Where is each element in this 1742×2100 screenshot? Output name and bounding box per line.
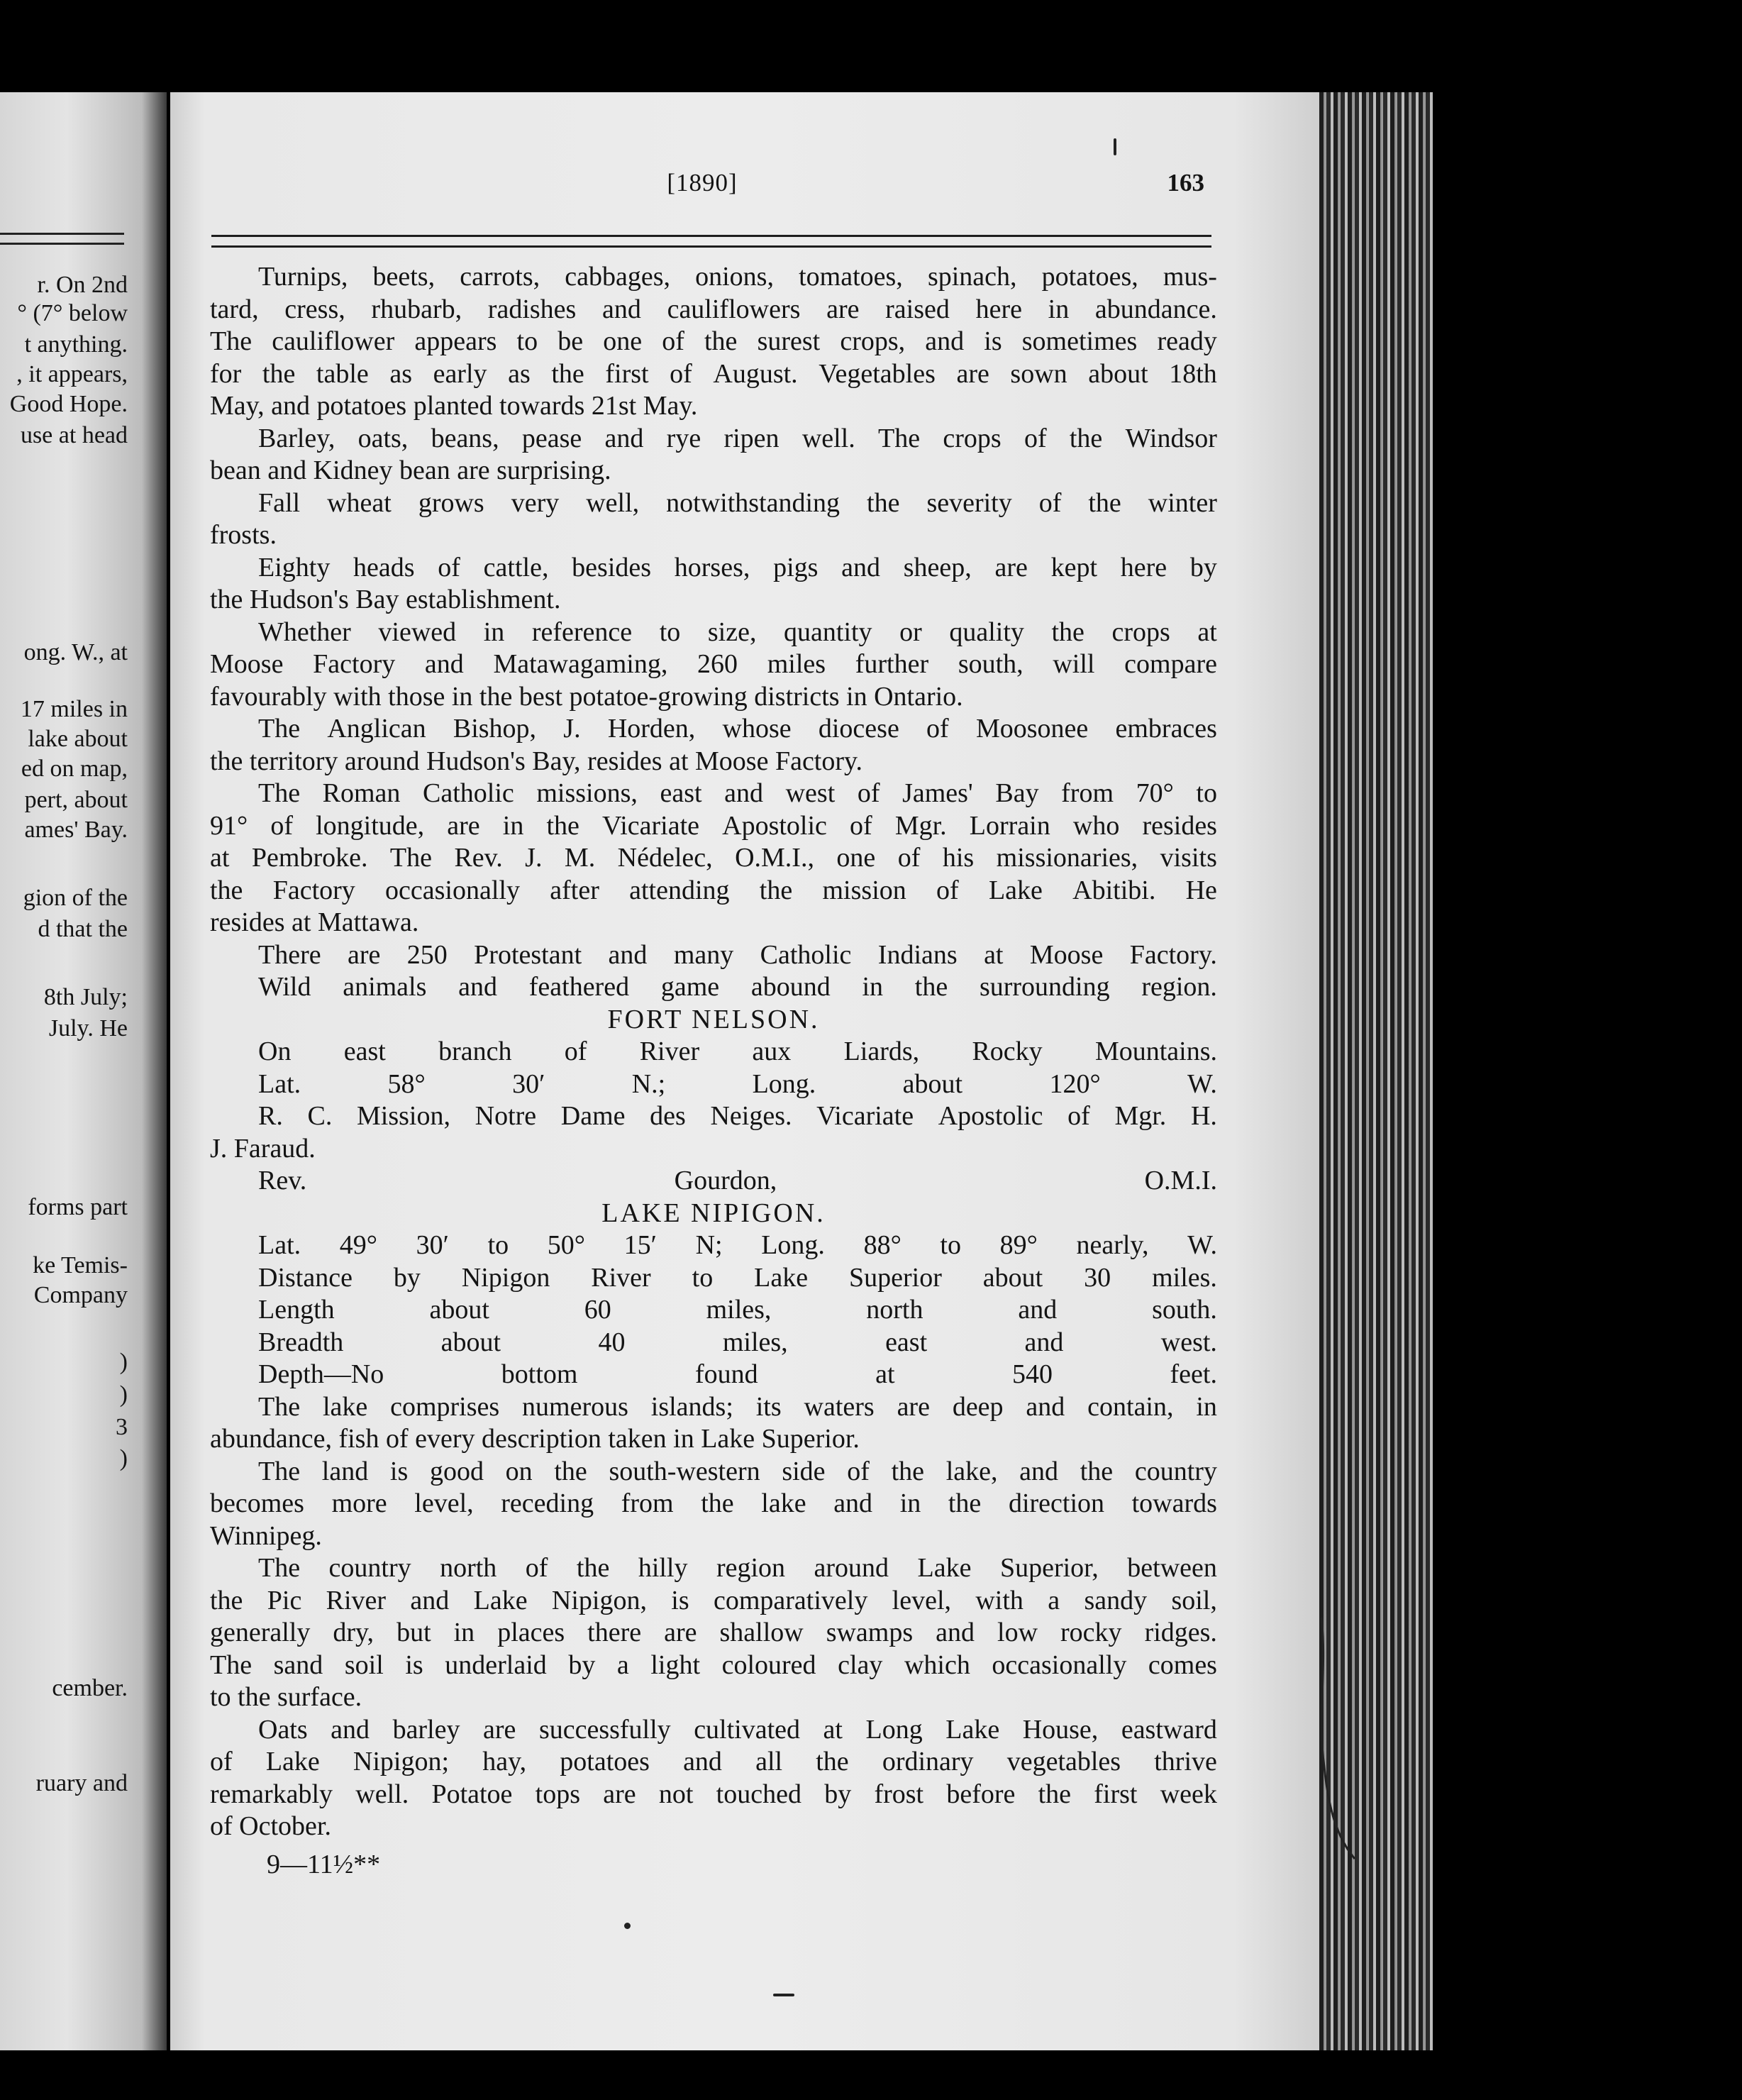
paragraph-first-line: The lake comprises numerous islands; its waters are deep and contain, in <box>258 1391 1217 1422</box>
facing-page <box>0 92 167 2050</box>
ink-speck <box>624 1923 631 1929</box>
paragraph-first-line: Eighty heads of cattle, besides horses, pigs and sheep, are kept here by <box>258 552 1217 582</box>
paragraph-first-line: Rev. Gourdon, O.M.I. <box>258 1166 1217 1195</box>
running-head-year: [1890] <box>667 169 738 197</box>
text-line: the Hudson's Bay establishment. <box>210 585 561 614</box>
facing-page-line: ames' Bay. <box>24 817 128 843</box>
facing-page-line: Good Hope. <box>9 391 128 417</box>
text-line: resides at Mattawa. <box>210 907 419 937</box>
facing-page-line: cember. <box>52 1675 128 1701</box>
facing-page-line: gion of the <box>23 885 128 911</box>
paragraph-first-line: Length about 60 miles, north and south. <box>258 1295 1217 1325</box>
paragraph-first-line: Turnips, beets, carrots, cabbages, onions, tomatoes, spinach, potatoes, mus- <box>258 262 1217 292</box>
text-line: generally dry, but in places there are shallow swamps and low rocky ridges. <box>210 1618 1217 1647</box>
facing-page-line: use at head <box>20 422 128 448</box>
text-line: the Pic River and Lake Nipigon, is comparatively level, with a sandy soil, <box>210 1585 1217 1615</box>
facing-page-line: lake about <box>28 726 128 752</box>
facing-page-line: ruary and <box>35 1770 128 1796</box>
paragraph-first-line: Distance by Nipigon River to Lake Superior about 30 miles. <box>258 1262 1217 1293</box>
section-heading: LAKE NIPIGON. <box>601 1198 826 1228</box>
margin-pencil-mark <box>1316 1610 1358 1866</box>
text-line: the territory around Hudson's Bay, resides at Moose Factory. <box>210 746 863 776</box>
paragraph-first-line: Barley, oats, beans, pease and rye ripen well. The crops of the Windsor <box>258 423 1217 453</box>
text-line: Moose Factory and Matawagaming, 260 miles further south, will compare <box>210 649 1217 679</box>
text-line: tard, cress, rhubarb, radishes and cauliflowers are raised here in abundance. <box>210 294 1217 324</box>
facing-page-line: 3 <box>116 1414 128 1440</box>
paragraph-first-line: Oats and barley are successfully cultivated at Long Lake House, eastward <box>258 1714 1217 1745</box>
text-line: favourably with those in the best potatoe-growing districts in Ontario. <box>210 681 963 712</box>
facing-page-line: d that the <box>38 916 128 942</box>
paragraph-first-line: The Anglican Bishop, J. Horden, whose diocese of Moosonee embraces <box>258 714 1217 744</box>
text-line: for the table as early as the first of August. Vegetables are sown about 18th <box>210 358 1217 389</box>
text-line: Winnipeg. <box>210 1520 322 1551</box>
section-heading: FORT NELSON. <box>607 1004 820 1034</box>
text-line: May, and potatoes planted towards 21st May. <box>210 391 698 421</box>
text-line: remarkably well. Potatoe tops are not touched by frost before the first week <box>210 1779 1217 1809</box>
paragraph-first-line: The land is good on the south-western side of the lake, and the country <box>258 1456 1217 1486</box>
text-line: becomes more level, receding from the lake and in the direction towards <box>210 1488 1217 1518</box>
header-rule <box>211 245 1211 248</box>
paragraph-first-line: Wild animals and feathered game abound in the surrounding region. <box>258 972 1217 1002</box>
paragraph-first-line: The Roman Catholic missions, east and west of James' Bay from 70° to <box>258 778 1217 808</box>
facing-page-line: Company <box>33 1282 128 1308</box>
text-line: the Factory occasionally after attending the mission of Lake Abitibi. He <box>210 875 1217 905</box>
paragraph-first-line: Fall wheat grows very well, notwithstanding the severity of the winter <box>258 487 1217 518</box>
paragraph-first-line: R. C. Mission, Notre Dame des Neiges. Vicariate Apostolic of Mgr. H. <box>258 1101 1217 1131</box>
paragraph-first-line: The country north of the hilly region around Lake Superior, between <box>258 1553 1217 1583</box>
text-line: The cauliflower appears to be one of the surest crops, and is sometimes ready <box>210 326 1217 356</box>
paragraph-first-line: Whether viewed in reference to size, quantity or quality the crops at <box>258 617 1217 647</box>
paragraph-first-line: On east branch of River aux Liards, Rocky Mountains. <box>258 1037 1217 1066</box>
text-line: to the surface. <box>210 1682 362 1712</box>
facing-page-line: pert, about <box>24 787 128 813</box>
facing-page-line: July. He <box>48 1015 128 1041</box>
text-line: of October. <box>210 1811 331 1841</box>
facing-page-line: t anything. <box>24 331 128 358</box>
facing-page-line: r. On 2nd <box>37 272 128 298</box>
facing-page-line: ) <box>119 1381 128 1408</box>
paragraph-first-line: Breadth about 40 miles, east and west. <box>258 1327 1217 1357</box>
facing-page-line: , it appears, <box>16 361 128 387</box>
page-number: 163 <box>1167 169 1204 197</box>
facing-page-line: ong. W., at <box>23 639 128 665</box>
text-line: 91° of longitude, are in the Vicariate Apostolic of Mgr. Lorrain who resides <box>210 810 1217 841</box>
facing-page-line: 17 miles in <box>20 696 128 722</box>
body-text <box>210 261 1217 1886</box>
facing-page-line: ke Temis- <box>33 1252 128 1278</box>
facing-page-line: 8th July; <box>43 984 128 1010</box>
paragraph-first-line: There are 250 Protestant and many Catholic Indians at Moose Factory. <box>258 939 1217 970</box>
text-line: of Lake Nipigon; hay, potatoes and all the ordinary vegetables thrive <box>210 1747 1217 1776</box>
text-line: The sand soil is underlaid by a light coloured clay which occasionally comes <box>210 1649 1217 1680</box>
text-line: at Pembroke. The Rev. J. M. Nédelec, O.M.I., one of his missionaries, visits <box>210 843 1217 873</box>
facing-page-line: ) <box>119 1349 128 1375</box>
facing-page-rule <box>0 233 124 235</box>
ink-speck <box>1114 138 1116 155</box>
paragraph-first-line: Lat. 49° 30′ to 50° 15′ N; Long. 88° to 89° nearly, W. <box>258 1230 1217 1260</box>
facing-page-line: ° (7° below <box>17 300 128 326</box>
header-rule <box>211 235 1211 237</box>
text-line: J. Faraud. <box>210 1133 316 1164</box>
facing-page-line: forms part <box>28 1194 128 1220</box>
ink-speck <box>773 1994 794 1996</box>
text-line: abundance, fish of every description taken in Lake Superior. <box>210 1424 860 1454</box>
paragraph-first-line: Lat. 58° 30′ N.; Long. about 120° W. <box>258 1068 1217 1099</box>
facing-page-line: ) <box>119 1445 128 1471</box>
text-line: frosts. <box>210 520 277 550</box>
facing-page-rule <box>0 243 124 245</box>
text-line: bean and Kidney bean are surprising. <box>210 455 611 485</box>
paragraph-first-line: Depth—No bottom found at 540 feet. <box>258 1359 1217 1389</box>
signature-mark: 9—11½** <box>267 1849 381 1879</box>
facing-page-line: ed on map, <box>21 756 128 782</box>
